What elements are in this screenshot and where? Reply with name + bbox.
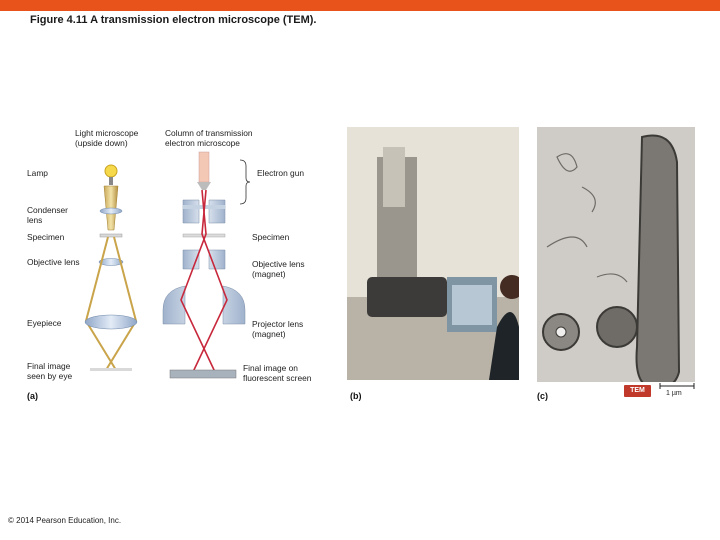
projector-lens-label: Projector lens (magnet) <box>252 319 304 339</box>
condenser-lens-label: Condenser lens <box>27 205 68 225</box>
specimen-label-left: Specimen <box>27 232 65 242</box>
objective-lens-magnet-label: Objective lens (magnet) <box>252 259 305 279</box>
final-image-screen-label: Final image on fluorescent screen <box>243 363 312 383</box>
panel-c-letter: (c) <box>537 391 548 401</box>
specimen-label-right: Specimen <box>252 232 290 242</box>
objective-lens-label-left: Objective lens <box>27 257 80 267</box>
light-microscope-label: Light microscope (upside down) <box>75 128 139 148</box>
tem-badge: TEM <box>624 385 651 397</box>
lamp-label: Lamp <box>27 168 48 178</box>
eyepiece-label: Eyepiece <box>27 318 62 328</box>
panel-a-letter: (a) <box>27 391 38 401</box>
tem-column-label: Column of transmission electron microscope <box>165 128 253 148</box>
copyright-notice: © 2014 Pearson Education, Inc. <box>8 516 122 525</box>
figure-title: Figure 4.11 A transmission electron microscope (TEM). <box>30 14 317 26</box>
scale-bar-label: 1 µm <box>666 390 682 397</box>
electron-gun-label: Electron gun <box>257 168 305 178</box>
panel-b-letter: (b) <box>350 391 362 401</box>
final-image-eye-label: Final image seen by eye <box>27 361 73 381</box>
